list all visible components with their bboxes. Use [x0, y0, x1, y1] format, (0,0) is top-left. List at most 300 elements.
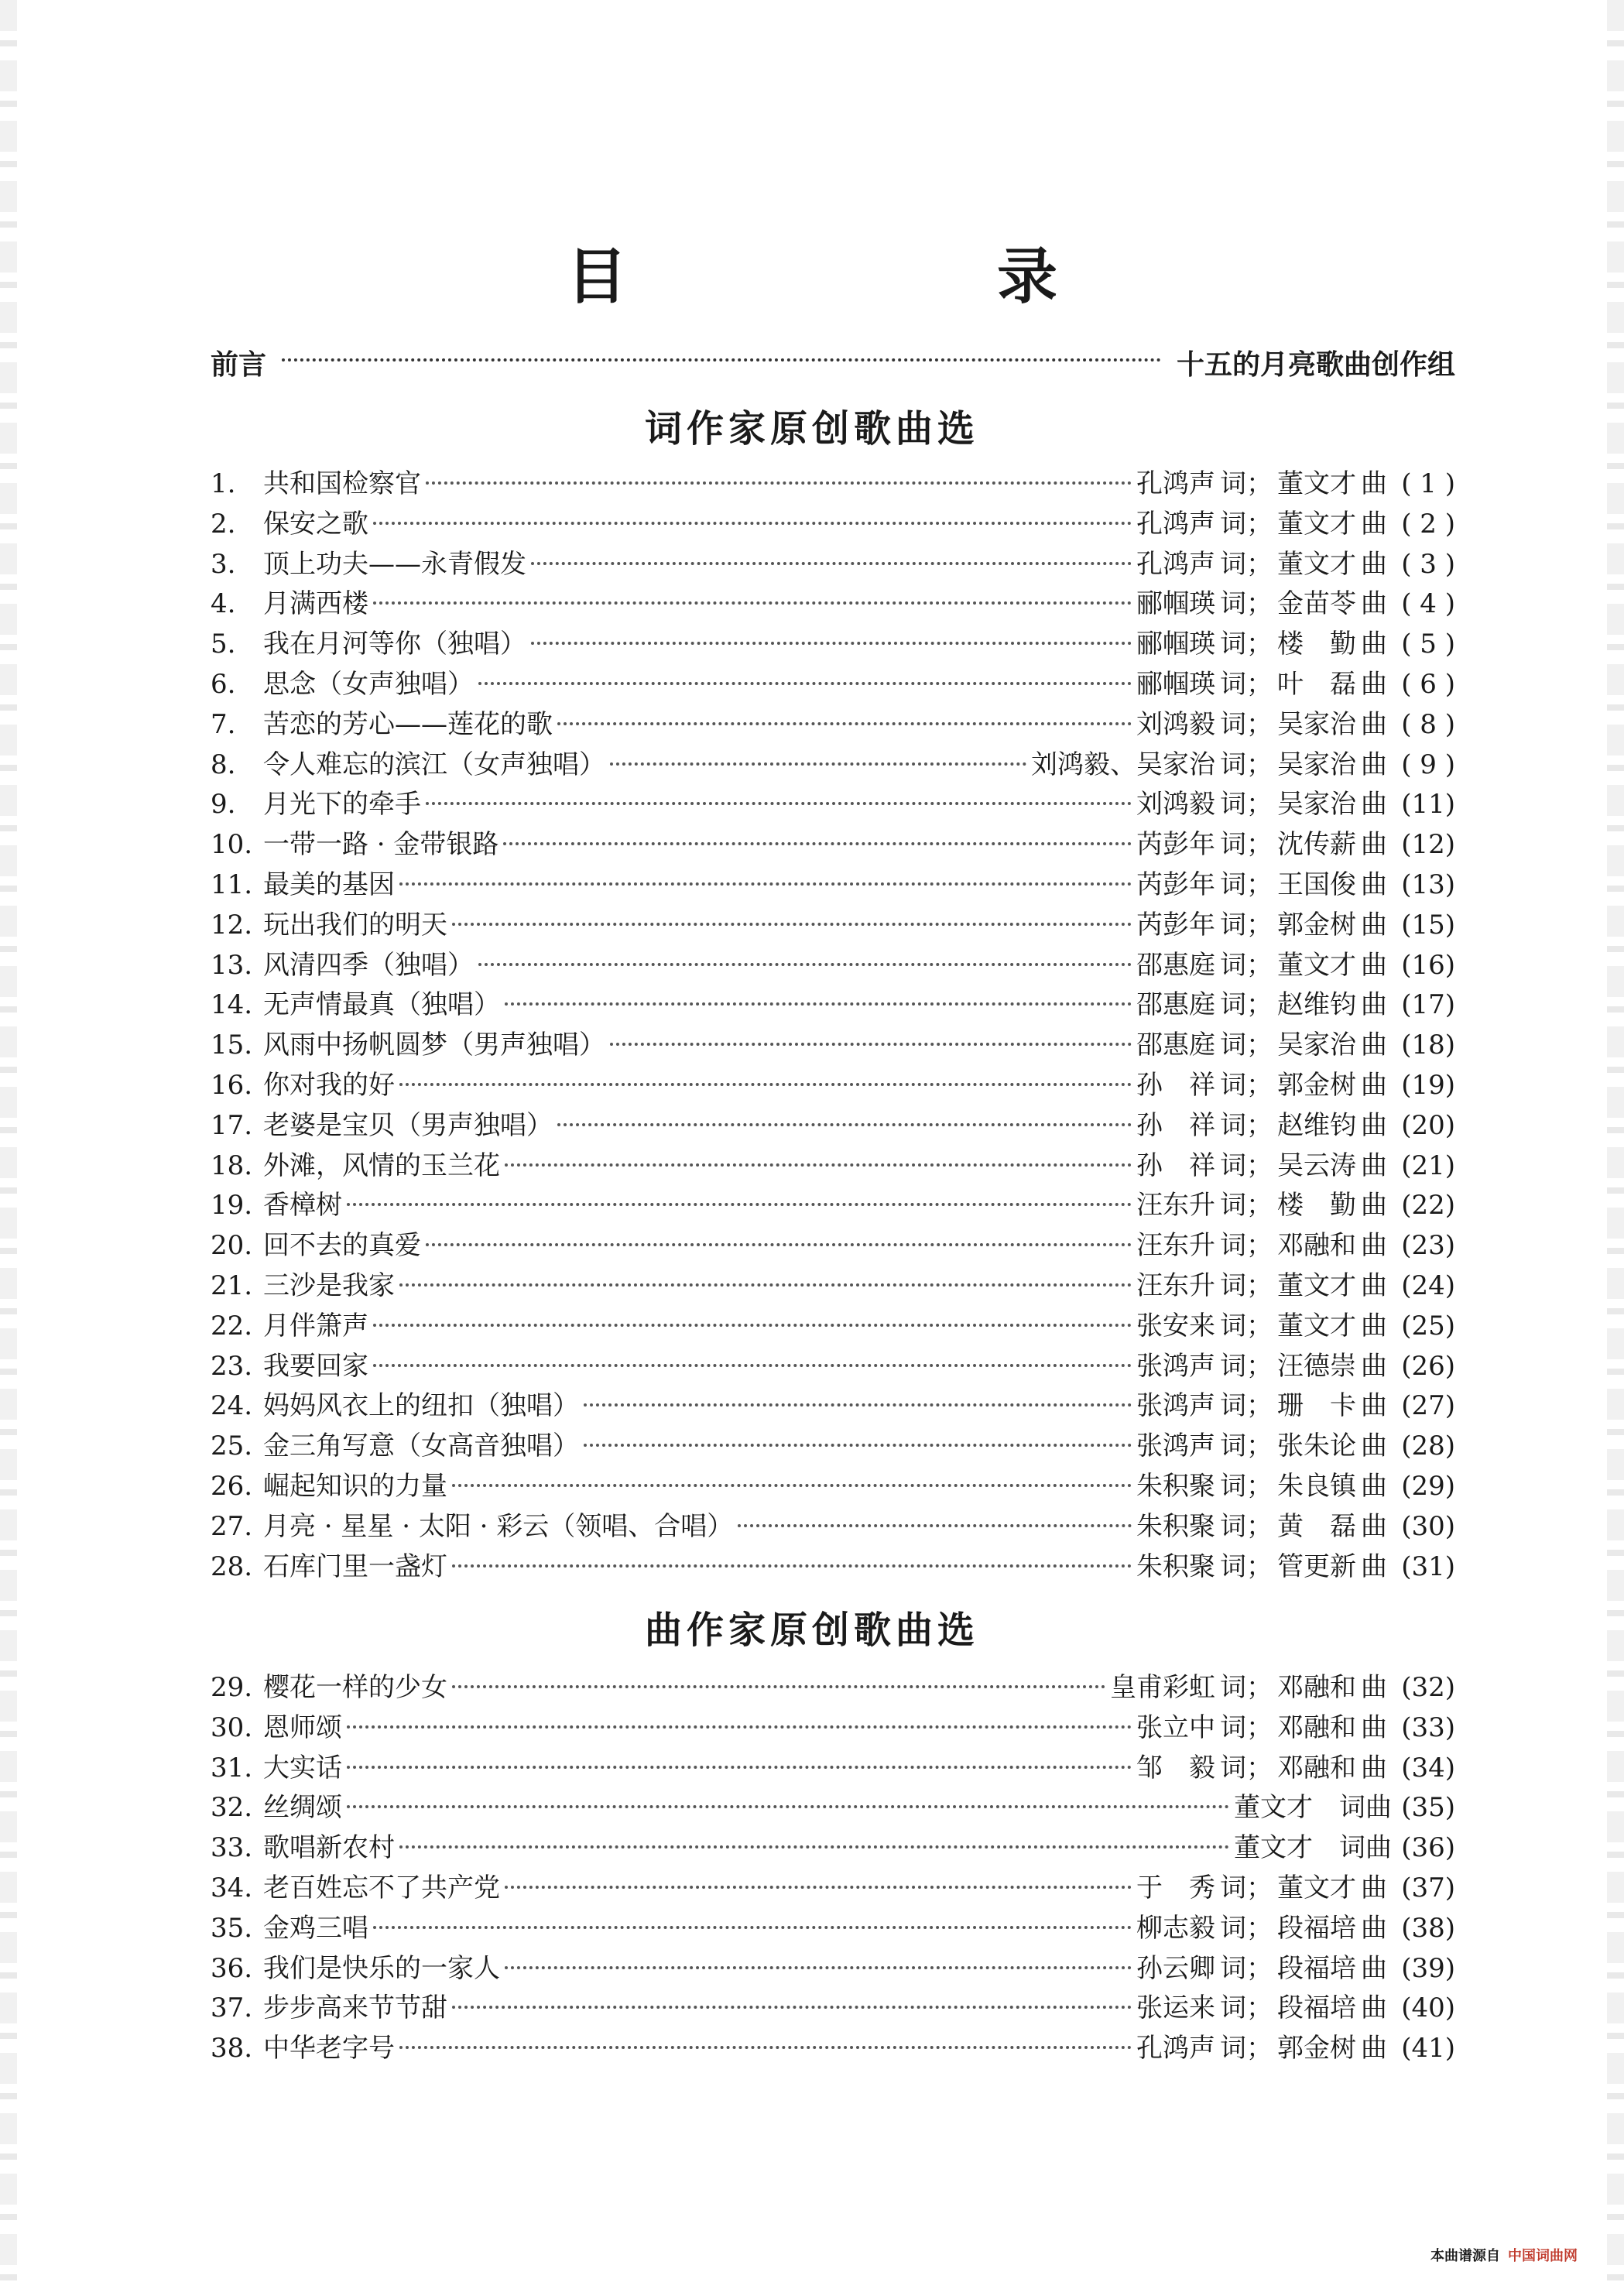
dot-leader [503, 842, 1132, 845]
toc-composer: 董文才 [1277, 468, 1356, 499]
toc-number: 15. [211, 1030, 253, 1061]
toc-page-number: (34) [1401, 1752, 1455, 1783]
music-label: 曲 [1361, 1952, 1387, 1984]
lyric-label: 词； [1220, 708, 1273, 740]
dot-leader [610, 1043, 1132, 1046]
dot-leader [610, 762, 1026, 766]
toc-page-number: (33) [1401, 1712, 1455, 1743]
toc-number: 34. [211, 1872, 253, 1903]
toc-title: 老婆是宝贝（男声独唱） [263, 1109, 553, 1141]
toc-lyricist: 郦帼瑛 [1136, 668, 1215, 700]
dot-leader [531, 642, 1132, 645]
dot-leader [505, 1886, 1132, 1889]
toc-row[interactable] [211, 584, 1455, 625]
toc-row[interactable] [211, 1427, 1455, 1467]
left-margin-strip [0, 0, 17, 2282]
toc-title: 一带一路 · 金带银路 [263, 829, 499, 861]
toc-page-number: (26) [1401, 1350, 1455, 1382]
toc-lyricist: 邵惠庭 [1136, 949, 1215, 981]
toc-title: 保安之歌 [263, 508, 368, 540]
toc-row[interactable] [211, 1307, 1455, 1347]
footer-credit [1430, 2245, 1578, 2265]
lyric-label: 词； [1220, 749, 1273, 780]
toc-page-number: (39) [1401, 1952, 1455, 1984]
toc-number: 18. [211, 1150, 253, 1181]
music-label: 曲 [1361, 548, 1387, 580]
right-margin-strip [1607, 0, 1624, 2282]
dot-leader [531, 562, 1132, 565]
music-label: 曲 [1361, 1712, 1387, 1743]
footer-source: 本曲谱源自 [1430, 2248, 1500, 2264]
toc-number: 16. [211, 1069, 253, 1101]
toc-number: 23. [211, 1350, 253, 1382]
toc-row[interactable] [211, 625, 1455, 665]
toc-row[interactable] [211, 906, 1455, 946]
toc-lyricist: 汪东升 [1136, 1269, 1215, 1301]
toc-row[interactable] [211, 985, 1455, 1026]
toc-title: 金鸡三唱 [263, 1912, 368, 1944]
toc-composer: 郭金树 [1277, 1069, 1356, 1101]
toc-page-number: (23) [1401, 1230, 1455, 1262]
toc-number: 17. [211, 1109, 253, 1141]
toc-lyricist: 张立中 [1136, 1712, 1215, 1743]
toc-row[interactable] [211, 1467, 1455, 1507]
toc-lyricist: 张鸿声 [1136, 1431, 1215, 1462]
toc-title: 我在月河等你（独唱） [263, 629, 526, 660]
lyric-label: 词； [1220, 949, 1273, 981]
toc-lyricist: 孙 祥 [1136, 1150, 1215, 1181]
toc-lyricist: 邵惠庭 [1136, 1030, 1215, 1061]
toc-page-number: (35) [1401, 1792, 1455, 1824]
toc-row[interactable] [211, 1708, 1455, 1749]
dot-leader [426, 802, 1132, 805]
lyric-label: 词； [1220, 1310, 1273, 1341]
toc-lyricist: 孔鸿声 [1136, 508, 1215, 540]
toc-composer: 吴家治 [1277, 749, 1356, 780]
toc-title: 石库门里一盏灯 [263, 1550, 447, 1582]
dot-leader [505, 1002, 1132, 1006]
lyric-label: 词； [1220, 468, 1273, 499]
lyric-label: 词； [1220, 1350, 1273, 1382]
toc-row[interactable] [211, 785, 1455, 825]
toc-row[interactable] [211, 946, 1455, 986]
toc-title: 歌唱新农村 [263, 1832, 395, 1864]
music-label: 曲 [1361, 588, 1387, 620]
toc-number: 19. [211, 1190, 253, 1222]
toc-composer: 邓融和 [1277, 1230, 1356, 1262]
toc-lyricist: 张安来 [1136, 1310, 1215, 1341]
lyric-label: 词； [1220, 1752, 1273, 1783]
toc-title: 思念（女声独唱） [263, 668, 474, 700]
toc-row[interactable] [211, 1668, 1455, 1708]
toc-number: 9. [211, 789, 236, 821]
toc-title: 苦恋的芳心——莲花的歌 [263, 708, 553, 740]
lyric-label: 词； [1220, 1992, 1273, 2024]
toc-composer: 董文才 [1277, 548, 1356, 580]
toc-title: 三沙是我家 [263, 1269, 395, 1301]
toc-page-number: (28) [1401, 1431, 1455, 1462]
toc-row[interactable] [211, 1749, 1455, 1789]
music-label: 曲 [1361, 1912, 1387, 1944]
toc-number: 2. [211, 508, 236, 540]
toc-page-number: (22) [1401, 1190, 1455, 1222]
dot-leader [399, 1283, 1132, 1287]
toc-composer: 邓融和 [1277, 1752, 1356, 1783]
toc-lyricist: 汪东升 [1136, 1190, 1215, 1222]
toc-page-number: (38) [1401, 1912, 1455, 1944]
toc-title: 风清四季（独唱） [263, 949, 474, 981]
dot-leader [399, 1083, 1132, 1086]
toc-composer: 赵维钧 [1277, 989, 1356, 1021]
toc-row[interactable] [211, 1909, 1455, 1949]
music-label: 曲 [1361, 1310, 1387, 1341]
toc-number: 35. [211, 1912, 253, 1944]
dot-leader [452, 2006, 1132, 2009]
lyric-label: 词； [1220, 1912, 1273, 1944]
toc-row[interactable] [211, 705, 1455, 745]
toc-lyricist: 孙 祥 [1136, 1109, 1215, 1141]
toc-composer: 郭金树 [1277, 2033, 1356, 2064]
toc-page-number: ( 5 ) [1401, 629, 1455, 660]
lyric-label: 词； [1220, 1431, 1273, 1462]
toc-lyricist: 邵惠庭 [1136, 989, 1215, 1021]
lyric-label: 词； [1220, 1269, 1273, 1301]
toc-title: 月伴箫声 [263, 1310, 368, 1341]
toc-composer: 金苗苓 [1277, 588, 1356, 620]
music-label: 曲 [1361, 1431, 1387, 1462]
dot-leader [399, 2046, 1132, 2049]
toc-page-number: ( 6 ) [1401, 668, 1455, 700]
music-label: 曲 [1361, 1230, 1387, 1262]
toc-title: 最美的基因 [263, 869, 395, 900]
toc-number: 22. [211, 1310, 253, 1341]
music-label: 曲 [1361, 1350, 1387, 1382]
toc-row[interactable] [211, 825, 1455, 865]
toc-page-number: ( 1 ) [1401, 468, 1455, 499]
toc-row[interactable] [211, 665, 1455, 705]
toc-title: 中华老字号 [263, 2033, 395, 2064]
toc-composer: 沈传薪 [1277, 829, 1356, 861]
dot-leader [399, 1845, 1229, 1849]
music-label: 曲 [1361, 1872, 1387, 1903]
toc-composer: 叶 磊 [1277, 668, 1356, 700]
music-label: 曲 [1361, 1390, 1387, 1422]
toc-number: 25. [211, 1431, 253, 1462]
toc-page-number: (27) [1401, 1390, 1455, 1422]
toc-row[interactable] [211, 2029, 1455, 2069]
toc-title: 令人难忘的滨江（女声独唱） [263, 749, 605, 780]
music-label: 曲 [1361, 1069, 1387, 1101]
dot-leader [373, 1926, 1132, 1929]
preface-row[interactable] [211, 344, 1455, 381]
music-label: 曲 [1361, 749, 1387, 780]
toc-page-number: ( 4 ) [1401, 588, 1455, 620]
footer-site-link[interactable]: 中国词曲网 [1508, 2248, 1578, 2264]
music-label: 曲 [1361, 708, 1387, 740]
toc-row[interactable] [211, 865, 1455, 906]
toc-row[interactable] [211, 505, 1455, 545]
toc-composer: 汪德崇 [1277, 1350, 1356, 1382]
page-title: 目 录 [566, 242, 1212, 312]
toc-page-number: (15) [1401, 909, 1455, 941]
dot-leader [452, 1564, 1132, 1568]
toc-lyricist: 柳志毅 [1136, 1912, 1215, 1944]
dot-leader [426, 1243, 1132, 1246]
music-label: 曲 [1361, 1752, 1387, 1783]
lyric-label: 词； [1220, 1510, 1273, 1542]
toc-page-number: (18) [1401, 1030, 1455, 1061]
toc-lyricist: 朱积聚 [1136, 1550, 1215, 1582]
music-label: 曲 [1361, 1030, 1387, 1061]
section-heading-composers: 曲作家原创歌曲选 [644, 1609, 979, 1652]
dot-leader [557, 1123, 1132, 1126]
toc-page-number: ( 8 ) [1401, 708, 1455, 740]
toc-page-number: (32) [1401, 1672, 1455, 1703]
toc-number: 3. [211, 548, 236, 580]
music-label: 曲 [1361, 1510, 1387, 1542]
music-label: 曲 [1361, 869, 1387, 900]
music-label: 曲 [1361, 1470, 1387, 1502]
toc-title: 大实话 [263, 1752, 342, 1783]
toc-composer: 吴云涛 [1277, 1150, 1356, 1181]
toc-lyricist: 张运来 [1136, 1992, 1215, 2024]
dot-leader [584, 1444, 1132, 1447]
toc-page-number: (12) [1401, 829, 1455, 861]
toc-title: 共和国检察官 [263, 468, 421, 499]
dot-leader [426, 481, 1132, 485]
toc-composer: 楼 勤 [1277, 1190, 1356, 1222]
toc-number: 38. [211, 2033, 253, 2064]
dot-leader [373, 522, 1132, 525]
toc-title: 金三角写意（女高音独唱） [263, 1431, 579, 1462]
toc-number: 11. [211, 869, 253, 900]
toc-composer: 张朱论 [1277, 1431, 1356, 1462]
lyric-label: 词； [1220, 1872, 1273, 1903]
music-label: 曲 [1361, 668, 1387, 700]
music-label: 曲 [1361, 1150, 1387, 1181]
toc-lyricist: 刘鸿毅、吴家治 [1031, 749, 1215, 780]
toc-lyricist: 于 秀 [1136, 1872, 1215, 1903]
toc-number: 4. [211, 588, 236, 620]
toc-title: 我要回家 [263, 1350, 368, 1382]
toc-composer: 郭金树 [1277, 909, 1356, 941]
toc-number: 24. [211, 1390, 253, 1422]
toc-number: 7. [211, 708, 236, 740]
music-label: 曲 [1361, 1109, 1387, 1141]
toc-title: 风雨中扬帆圆梦（男声独唱） [263, 1030, 605, 1061]
toc-title: 我们是快乐的一家人 [263, 1952, 500, 1984]
music-label: 曲 [1361, 1992, 1387, 2024]
toc-row[interactable] [211, 745, 1455, 786]
toc-credit: 董文才 词曲 [1234, 1792, 1392, 1824]
toc-page-number: (29) [1401, 1470, 1455, 1502]
toc-composer: 董文才 [1277, 508, 1356, 540]
music-label: 曲 [1361, 829, 1387, 861]
dot-leader [452, 1685, 1105, 1688]
dot-leader [738, 1524, 1132, 1527]
toc-row[interactable] [211, 1266, 1455, 1307]
toc-page-number: (16) [1401, 949, 1455, 981]
toc-page-number: (17) [1401, 989, 1455, 1021]
toc-row[interactable] [211, 1186, 1455, 1226]
toc-lyricist: 刘鸿毅 [1136, 789, 1215, 821]
toc-row[interactable] [211, 1828, 1455, 1869]
toc-title: 崛起知识的力量 [263, 1470, 447, 1502]
music-label: 曲 [1361, 1550, 1387, 1582]
toc-page-number: (21) [1401, 1150, 1455, 1181]
toc-number: 20. [211, 1230, 253, 1262]
toc-row[interactable] [211, 1869, 1455, 1909]
music-label: 曲 [1361, 1672, 1387, 1703]
toc-lyricist: 张鸿声 [1136, 1390, 1215, 1422]
dot-leader [452, 1484, 1132, 1487]
toc-lyricist: 汪东升 [1136, 1230, 1215, 1262]
dot-leader [452, 923, 1132, 926]
preface-label: 前言 [211, 348, 267, 381]
lyric-label: 词； [1220, 1230, 1273, 1262]
toc-composer: 黄 磊 [1277, 1510, 1356, 1542]
toc-composer: 段福培 [1277, 1952, 1356, 1984]
toc-row[interactable] [211, 1146, 1455, 1187]
lyric-label: 词； [1220, 829, 1273, 861]
toc-page-number: (13) [1401, 869, 1455, 900]
lyric-label: 词； [1220, 508, 1273, 540]
lyric-label: 词； [1220, 668, 1273, 700]
toc-title: 月光下的牵手 [263, 789, 421, 821]
music-label: 曲 [1361, 629, 1387, 660]
toc-number: 21. [211, 1269, 253, 1301]
toc-lyricist: 邹 毅 [1136, 1752, 1215, 1783]
toc-lyricist: 郦帼瑛 [1136, 629, 1215, 660]
music-label: 曲 [1361, 789, 1387, 821]
toc-title: 玩出我们的明天 [263, 909, 447, 941]
toc-page-number: ( 9 ) [1401, 749, 1455, 780]
toc-row[interactable] [211, 1347, 1455, 1387]
lyric-label: 词； [1220, 1390, 1273, 1422]
music-label: 曲 [1361, 909, 1387, 941]
toc-page-number: (25) [1401, 1310, 1455, 1341]
toc-row[interactable] [211, 1547, 1455, 1588]
toc-title: 妈妈风衣上的纽扣（独唱） [263, 1390, 579, 1422]
toc-lyricist: 孔鸿声 [1136, 468, 1215, 499]
toc-page-number: (24) [1401, 1269, 1455, 1301]
toc-title: 顶上功夫——永青假发 [263, 548, 526, 580]
toc-title: 回不去的真爱 [263, 1230, 421, 1262]
toc-title: 月满西楼 [263, 588, 368, 620]
music-label: 曲 [1361, 989, 1387, 1021]
toc-row[interactable] [211, 1949, 1455, 1989]
toc-title: 丝绸颂 [263, 1792, 342, 1824]
toc-composer: 董文才 [1277, 1872, 1356, 1903]
lyric-label: 词； [1220, 909, 1273, 941]
toc-lyricist: 张鸿声 [1136, 1350, 1215, 1382]
toc-page-number: (11) [1401, 789, 1455, 821]
toc-row[interactable] [211, 1386, 1455, 1427]
toc-number: 26. [211, 1470, 253, 1502]
toc-number: 1. [211, 468, 236, 499]
lyric-label: 词； [1220, 1190, 1273, 1222]
dot-leader [373, 1324, 1132, 1327]
toc-number: 14. [211, 989, 253, 1021]
dot-leader [373, 601, 1132, 605]
lyric-label: 词； [1220, 1109, 1273, 1141]
toc-page-number: (20) [1401, 1109, 1455, 1141]
lyric-label: 词； [1220, 789, 1273, 821]
dot-leader [478, 682, 1132, 685]
toc-composer: 珊 卡 [1277, 1390, 1356, 1422]
toc-lyricist: 孙 祥 [1136, 1069, 1215, 1101]
toc-number: 13. [211, 949, 253, 981]
toc-credit: 董文才 词曲 [1234, 1832, 1392, 1864]
toc-title: 步步高来节节甜 [263, 1992, 447, 2024]
lyric-label: 词； [1220, 989, 1273, 1021]
toc-lyricist: 刘鸿毅 [1136, 708, 1215, 740]
toc-number: 31. [211, 1752, 253, 1783]
toc-composer: 段福培 [1277, 1912, 1356, 1944]
lyric-label: 词； [1220, 1550, 1273, 1582]
toc-number: 27. [211, 1510, 253, 1542]
lyric-label: 词； [1220, 1069, 1273, 1101]
toc-lyricist: 芮彭年 [1136, 829, 1215, 861]
music-label: 曲 [1361, 949, 1387, 981]
dot-leader [347, 1725, 1132, 1729]
toc-number: 28. [211, 1550, 253, 1582]
toc-row[interactable] [211, 464, 1455, 505]
toc-composer: 王国俊 [1277, 869, 1356, 900]
toc-number: 8. [211, 749, 236, 780]
toc-row[interactable] [211, 1507, 1455, 1547]
lyric-label: 词； [1220, 2033, 1273, 2064]
toc-row[interactable] [211, 1106, 1455, 1146]
lyric-label: 词； [1220, 1672, 1273, 1703]
dot-leader [373, 1364, 1132, 1367]
toc-row[interactable] [211, 1226, 1455, 1266]
toc-composer: 赵维钧 [1277, 1109, 1356, 1141]
music-label: 曲 [1361, 468, 1387, 499]
toc-composer: 朱良镇 [1277, 1470, 1356, 1502]
dot-leader [347, 1805, 1229, 1808]
toc-composer: 吴家治 [1277, 789, 1356, 821]
toc-row[interactable] [211, 1989, 1455, 2029]
toc-row[interactable] [211, 1026, 1455, 1066]
toc-lyricist: 孔鸿声 [1136, 2033, 1215, 2064]
toc-page-number: (41) [1401, 2033, 1455, 2064]
toc-lyricist: 皇甫彩虹 [1110, 1672, 1215, 1703]
toc-number: 33. [211, 1832, 253, 1864]
toc-page-number: (40) [1401, 1992, 1455, 2024]
dot-leader [478, 963, 1132, 966]
music-label: 曲 [1361, 508, 1387, 540]
toc-page-number: (19) [1401, 1069, 1455, 1101]
toc-lyricist: 芮彭年 [1136, 869, 1215, 900]
toc-page-number: (31) [1401, 1550, 1455, 1582]
lyric-label: 词； [1220, 1952, 1273, 1984]
toc-row[interactable] [211, 1788, 1455, 1828]
toc-composer: 吴家治 [1277, 1030, 1356, 1061]
toc-title: 你对我的好 [263, 1069, 395, 1101]
toc-composer: 邓融和 [1277, 1672, 1356, 1703]
toc-number: 29. [211, 1672, 253, 1703]
section-heading-lyricists: 词作家原创歌曲选 [644, 407, 979, 451]
toc-lyricist: 芮彭年 [1136, 909, 1215, 941]
toc-number: 10. [211, 829, 253, 861]
toc-row[interactable] [211, 1066, 1455, 1106]
toc-row[interactable] [211, 545, 1455, 585]
toc-number: 5. [211, 629, 236, 660]
toc-title: 老百姓忘不了共产党 [263, 1872, 500, 1903]
toc-composer: 董文才 [1277, 949, 1356, 981]
toc-composer: 楼 勤 [1277, 629, 1356, 660]
